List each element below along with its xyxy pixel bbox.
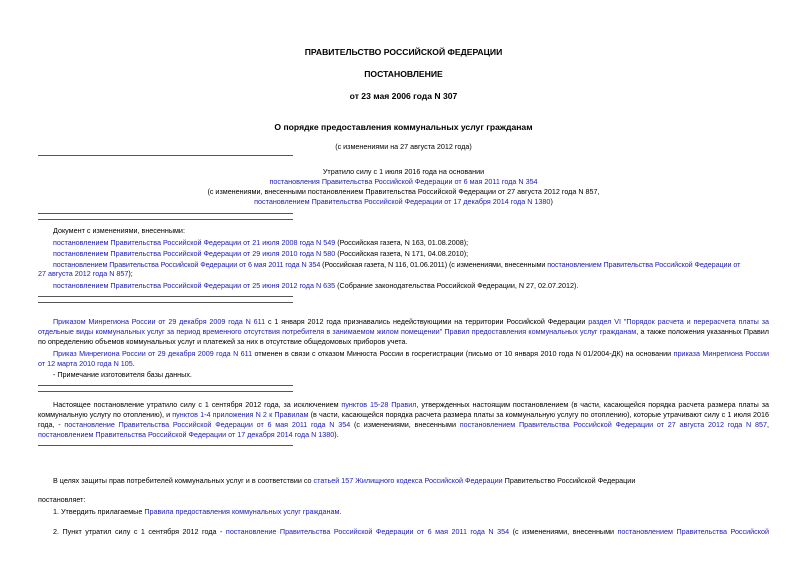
amendment-item-continued: 27 августа 2012 года N 857); [38,269,133,278]
note-paragraph-line: года, - постановление Правительства Российской Федерации от 6 мая 2011 года N 354 (с изменениями, внесенными постановлением Правительства Российской Федерации от 27 августа 2012 года N 857, [38,420,769,429]
note-paragraph-line: коммунальную услугу по отоплению), и пунктов 1-4 приложения N 2 к Правилам (в части, касающейся порядка расчета размера платы за коммунальную услугу по отоплению), которые утрачивают силу с 1 июля 2016 [38,410,769,419]
order-link[interactable]: Приказом Минрегиона России от 29 декабря 2009 года N 611 [53,317,266,326]
note-paragraph-line: Приказом Минрегиона России от 29 декабря 2009 года N 611 с 1 января 2012 года признавались недействующими на территории Российской Федерации раздел VI "Порядок расчета и перерасчета платы за [53,317,769,326]
amendment-item: постановлением Правительства Российской Федерации от 21 июля 2008 года N 549 (Российская газета, N 163, 01.08.2008); [53,238,469,247]
note-paragraph-line: Приказ Минрегиона России от 29 декабря 2009 года N 611 отменен в связи с отказом Минюста России в госрегистрации (письмо от 10 января 2010 года N 01/2004-ДК) на основании приказа Минрегиона России [53,349,769,358]
note-paragraph-line: от 12 марта 2010 года N 105. [38,359,135,368]
decree-link[interactable]: постановлением Правительства Российской Федерации от 27 августа 2012 года N 857 [459,420,767,429]
amendment-item: постановлением Правительства Российской Федерации от 25 июня 2012 года N 635 (Собрание законодательства Российской Федерации, N 27, 02.07.2012). [53,281,579,290]
note-paragraph-line: по определению объемов коммунальных услуг и платежей за них в отсутствие общедомовых приборов учета. [38,337,408,346]
document-title: О порядке предоставления коммунальных услуг гражданам [274,122,533,132]
divider [38,213,293,214]
expired-amend-line-2: постановлением Правительства Российской Федерации от 17 декабря 2014 года N 1380) [254,197,553,206]
preamble: В целях защиты прав потребителей коммунальных услуг и в соответствии со статьей 157 Жилищного кодекса Российской Федерации Правительство Российской Федерации [53,476,636,485]
expired-amend-line: (с изменениями, внесенными постановлением Правительства Российской Федерации от 27 августа 2012 года N 857, [207,187,600,196]
housing-code-link[interactable]: статьей 157 Жилищного кодекса Российской Федерации [313,476,503,485]
producer-note: - Примечание изготовителя базы данных. [53,370,192,379]
amendment-link[interactable]: постановлением Правительства Российской Федерации от 6 мая 2011 года N 354 [53,260,321,269]
amendment-note: (с изменениями на 27 августа 2012 года) [335,142,472,151]
document-type: ПОСТАНОВЛЕНИЕ [364,69,443,79]
rules-section-link[interactable]: отдельные виды коммунальных услуг за период временного отсутствия потребителя в занимаемом жилом помещении" Правил предоставления коммунальных услуг гражданам [38,327,637,336]
divider [38,385,293,386]
divider [38,302,293,303]
divider [38,155,293,156]
order-link[interactable]: от 12 марта 2010 года N 105 [38,359,133,368]
decree-link[interactable]: постановление Правительства Российской Федерации от 6 мая 2011 года N 354 [64,420,351,429]
appendix-points-link[interactable]: пунктов 1-4 приложения N 2 к Правилам [172,410,309,419]
decree-link[interactable]: постановление Правительства Российской Федерации от 6 мая 2011 года N 354 [225,527,510,536]
decree-item-1: 1. Утвердить прилагаемые Правила предоставления коммунальных услуг гражданам. [53,507,342,516]
document-date-number: от 23 мая 2006 года N 307 [349,91,458,101]
amendment-item: постановлением Правительства Российской Федерации от 6 мая 2011 года N 354 (Российская газета, N 116, 01.06.2011) (с изменениями, внесенными постановлением Правительства Российской Федерации от [53,260,741,269]
decree-link[interactable]: постановлением Правительства Российской Федерации от 17 декабря 2014 года N 1380 [38,430,335,439]
amendment-link[interactable]: постановлением Правительства Российской Федерации от 21 июля 2008 года N 549 [53,238,336,247]
expired-basis-link[interactable]: постановления Правительства Российской Федерации от 6 мая 2011 года N 354 [269,177,538,186]
order-link[interactable]: Приказ Минрегиона России от 29 декабря 2009 года N 611 [53,349,253,358]
amendment-link[interactable]: 27 августа 2012 года N 857 [38,269,129,278]
amendments-intro: Документ с изменениями, внесенными: [53,226,185,235]
decree-link[interactable]: постановлением Правительства Российской [617,527,769,536]
divider [38,296,293,297]
rules-link[interactable]: Правила предоставления коммунальных услуг гражданам [144,507,340,516]
divider [38,219,293,220]
section-link[interactable]: раздел VI "Порядок расчета и перерасчета платы за [588,317,769,326]
note-paragraph-line: Настоящее постановление утратило силу с 1 сентября 2012 года, за исключением пунктов 15-28 Правил, утвержденных настоящим постановлением (в части, касающейся порядка расчета размера платы за [53,400,769,409]
rules-points-link[interactable]: пунктов 15-28 Правил [341,400,417,409]
expired-notice-line: Утратило силу с 1 июля 2016 года на основании [322,167,485,176]
amendment-link[interactable]: постановлением Правительства Российской Федерации от 29 июля 2010 года N 580 [53,249,336,258]
divider [38,445,293,446]
decrees-word: постановляет: [38,495,86,504]
expired-amend-link[interactable]: постановлением Правительства Российской Федерации от 17 декабря 2014 года N 1380 [254,197,551,206]
note-paragraph-line: отдельные виды коммунальных услуг за период временного отсутствия потребителя в занимаемом жилом помещении" Правил предоставления коммунальных услуг гражданам, а также положения указанных Правил [38,327,769,336]
government-name: ПРАВИТЕЛЬСТВО РОССИЙСКОЙ ФЕДЕРАЦИИ [304,47,503,57]
amendment-link[interactable]: постановлением Правительства Российской Федерации от [547,260,741,269]
amendment-item: постановлением Правительства Российской Федерации от 29 июля 2010 года N 580 (Российская газета, N 171, 04.08.2010); [53,249,469,258]
decree-item-2: 2. Пункт утратил силу с 1 сентября 2012 года - постановление Правительства Российской Федерации от 6 мая 2011 года N 354 (с изменениями, внесенными постановлением Правительства Российской [53,527,769,536]
amendment-link[interactable]: постановлением Правительства Российской Федерации от 25 июня 2012 года N 635 [53,281,336,290]
note-paragraph-line: постановлением Правительства Российской Федерации от 17 декабря 2014 года N 1380). [38,430,339,439]
divider [38,391,293,392]
order-link[interactable]: приказа Минрегиона России [673,349,769,358]
